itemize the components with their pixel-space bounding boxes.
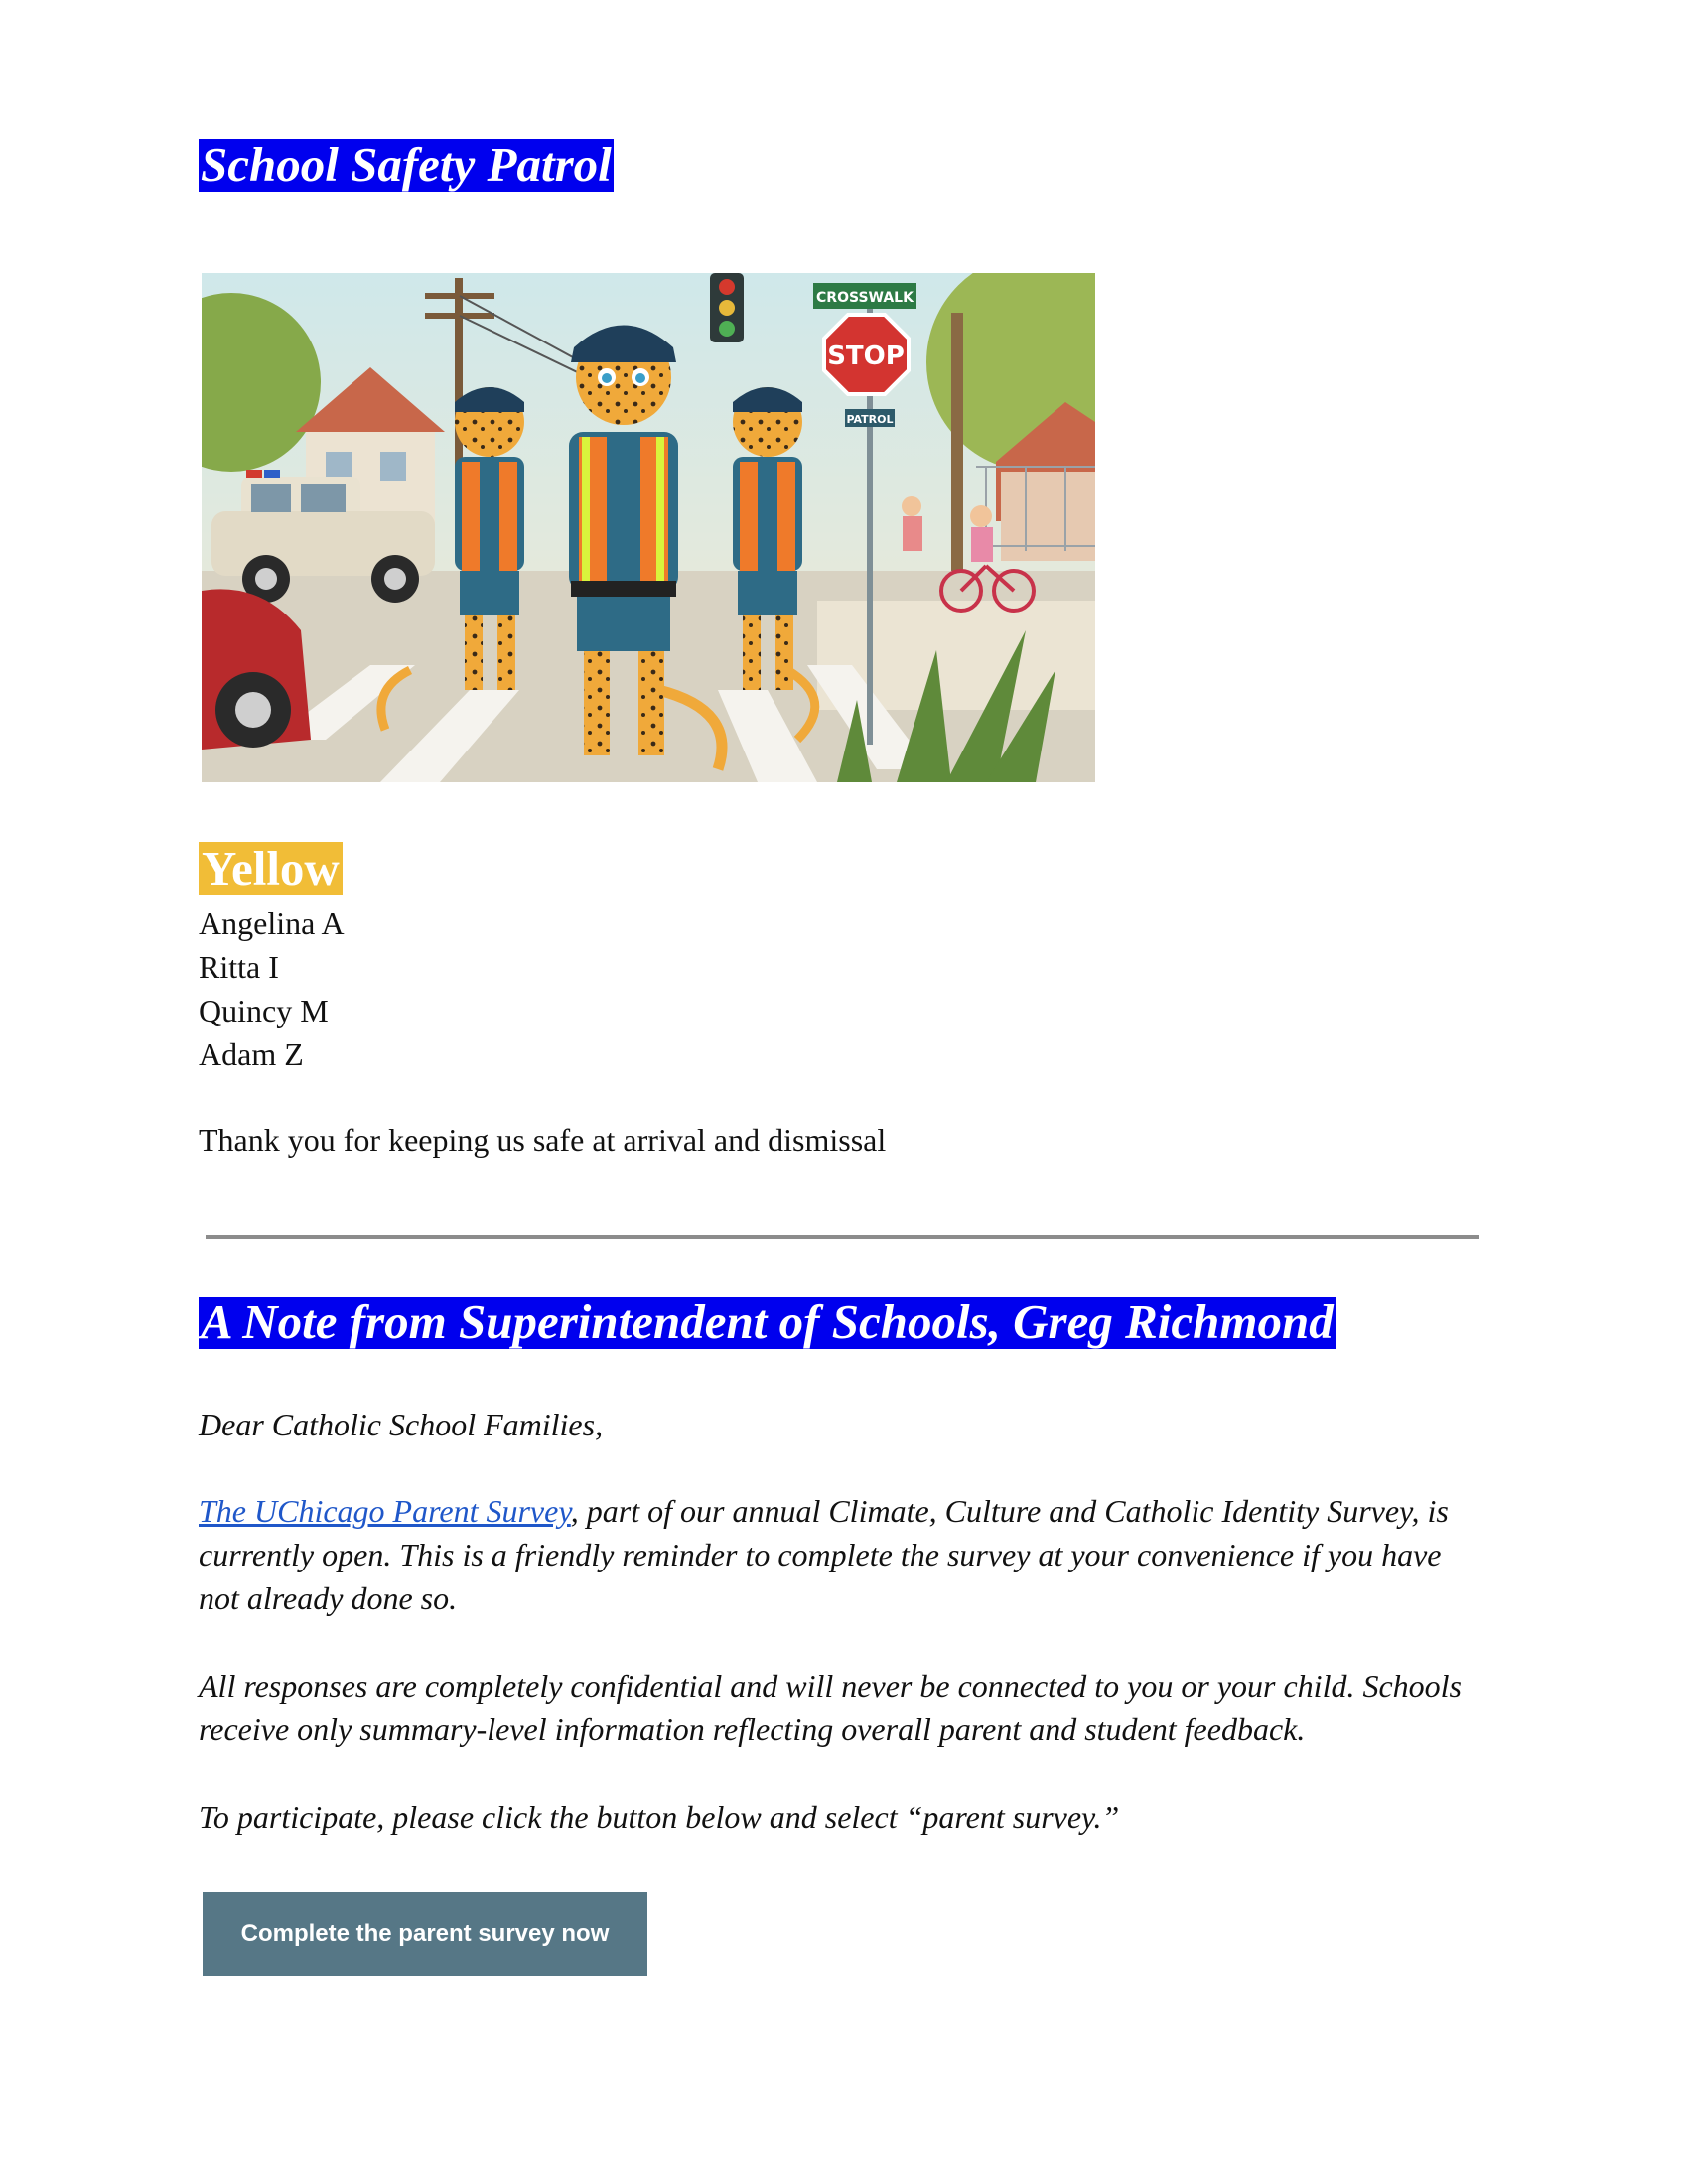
- patrol-member-list: [199, 901, 345, 1076]
- patrol-sign-text: PATROL: [846, 413, 894, 426]
- section-title: A Note from Superintendent of Schools, Greg Richmond: [201, 1295, 1334, 1349]
- list-item: Angelina A: [199, 905, 345, 941]
- complete-survey-button[interactable]: Complete the parent survey now: [203, 1892, 647, 1976]
- list-item: Adam Z: [199, 1036, 304, 1072]
- safety-patrol-illustration: [202, 273, 1095, 782]
- survey-paragraph-text: , part of our annual Climate, Culture and Catholic Identity Survey, is currently open. This is a friendly reminder to complete the survey at your convenience if you have not already done so.: [199, 1493, 1449, 1616]
- confidentiality-paragraph: All responses are completely confidential and will never be connected to you or your child. Schools receive only summary-level information reflecting overall parent and student feedback.: [199, 1668, 1462, 1747]
- list-item: Quincy M: [199, 993, 329, 1028]
- greeting: Dear Catholic School Families,: [199, 1407, 604, 1442]
- section-divider: [206, 1235, 1479, 1239]
- survey-paragraph: [199, 1489, 1489, 1620]
- crosswalk-sign-text: CROSSWALK: [816, 290, 914, 306]
- participation-instructions: To participate, please click the button below and select “parent survey.”: [199, 1799, 1120, 1835]
- list-item: Ritta I: [199, 949, 279, 985]
- group-heading: Yellow: [199, 842, 343, 895]
- page-title: School Safety Patrol: [201, 137, 612, 192]
- uchicago-survey-link[interactable]: The UChicago Parent Survey: [199, 1493, 571, 1529]
- thank-you-text: Thank you for keeping us safe at arrival and dismissal: [199, 1122, 887, 1158]
- stop-sign-text: STOP: [827, 341, 905, 371]
